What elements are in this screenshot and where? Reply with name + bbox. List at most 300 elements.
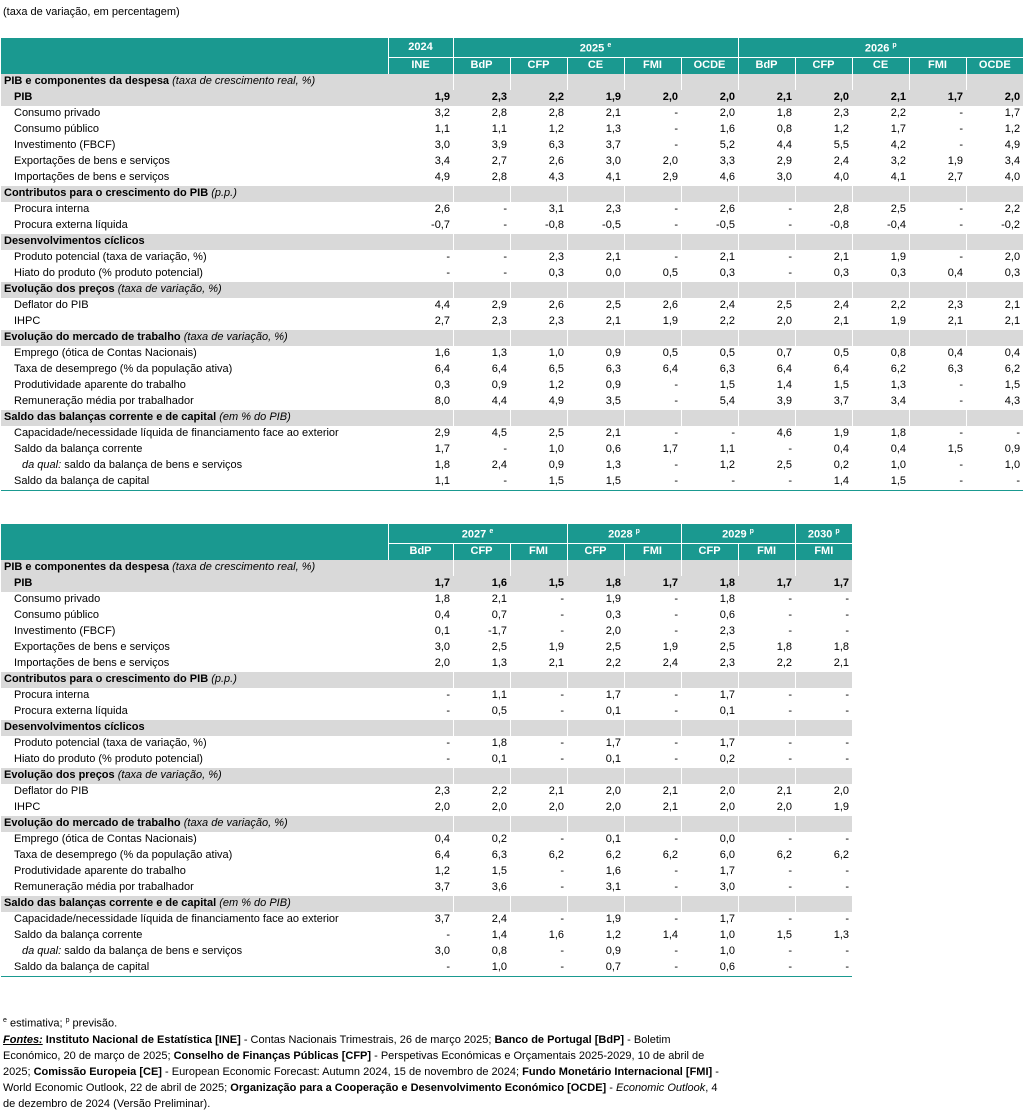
value-cell: - [674,203,678,216]
value-cell: - [624,960,681,977]
value-cell: 4,4 [491,395,507,408]
row-label: Importações de bens e serviços [14,171,170,184]
value-cell: 0,2 [719,753,736,766]
value-cell: - [738,960,795,977]
value-cell: 2,1 [662,785,679,798]
value-cell: 1,1 [719,443,736,456]
value-cell: 2,1 [548,785,565,798]
value-cell: - [788,443,793,456]
value-cell: 2,2 [1004,203,1021,216]
section-row [1,896,852,912]
section-blank-cell [388,768,453,784]
row-label: Deflator do PIB [14,785,89,798]
section-blank-cell [510,816,567,832]
value-cell: - [503,267,507,280]
section-blank-cell [510,74,567,90]
value-cell: - [959,203,964,216]
value-cell: 3,7 [434,913,450,926]
value-cell: - [845,945,850,958]
value-cell: 2,1 [1004,299,1021,312]
section-blank-cell [567,410,624,426]
section-blank-cell [795,282,852,298]
value-cell: 1,8 [434,593,450,606]
value-cell: 2,6 [434,203,450,216]
section-blank-cell [388,896,453,912]
value-cell: - [674,881,679,894]
section-blank-cell [795,896,852,912]
sources-note: Fontes: Instituto Nacional de Estatística [INE] - Contas Nacionais Trimestrais, 26 de março 2025; Banco de Portugal [BdP] - Boletim Económico, 20 de março de 2025; Conselho de Finanças Públicas [CFP] - Perspetivas Económicas e Orçamentais 2025-2029, 10 de abril de 2025; Comissão Europeia [CE] - European Economic Forecast: Autumn 2024, 15 de novembro de 2024; Fundo Monetário Internacional [FMI] - World Economic Outlook, 22 de abril de 2025; Organização para a Cooperação e Desenvolvimento Económico [OCDE] - Economic Outlook, 4 de dezembro de 2024 (Versão Preliminar). [3,1033,719,1110]
value-cell: 1,5 [776,929,793,942]
value-cell: 4,0 [833,171,850,184]
section-blank-cell [624,234,681,250]
value-cell: - [446,929,450,942]
value-cell: 4,1 [890,171,907,184]
value-cell: - [453,474,510,491]
row-label: Saldo da balança corrente [14,443,143,456]
value-cell: 1,7 [719,737,736,750]
source-header: FMI [624,543,681,560]
value-cell: 4,3 [548,171,564,184]
value-cell: - [788,833,793,846]
value-cell: 3,1 [605,881,622,894]
row-label: Procura externa líquida [14,705,128,718]
table-row [1,688,852,704]
section-blank-cell [624,720,681,736]
value-cell: 2,9 [776,155,793,168]
value-cell: 0,4 [434,609,450,622]
source-header: FMI [738,543,795,560]
table-row [1,426,1023,442]
value-cell: - [560,881,565,894]
section-blank-cell [510,672,567,688]
value-cell: 4,3 [1004,395,1021,408]
value-cell: - [674,865,679,878]
section-blank-cell [966,330,1023,346]
value-cell: 1,5 [852,474,909,491]
value-cell: 0,4 [434,833,450,846]
section-blank-cell [909,410,966,426]
table-row [1,864,852,880]
source-header: CE [852,57,909,74]
section-label: PIB e componentes da despesa (taxa de crescimento real, %) [1,560,388,576]
value-cell: -1,7 [488,625,507,638]
value-cell: - [674,139,678,152]
table-row [1,880,852,896]
value-cell: 1,9 [833,427,850,440]
table-row [1,608,852,624]
table-row [1,170,1023,186]
source-header: OCDE [966,57,1023,74]
value-cell: 8,0 [434,395,450,408]
value-cell: 3,4 [1004,155,1021,168]
value-cell: 2,1 [738,90,795,106]
section-blank-cell [795,234,852,250]
section-blank-cell [681,720,738,736]
row-label: Investimento (FBCF) [14,625,116,638]
section-blank-cell [738,720,795,736]
value-cell: 0,6 [719,609,736,622]
section-blank-cell [795,816,852,832]
value-cell: 2,2 [776,657,793,670]
value-cell: 2,4 [662,657,679,670]
value-cell: - [503,443,507,456]
value-cell: - [959,379,964,392]
value-cell: 2,5 [890,203,907,216]
section-blank-cell [624,330,681,346]
value-cell: -0,4 [887,219,907,232]
value-cell: 1,7 [890,123,907,136]
section-blank-cell [567,186,624,202]
value-cell: 1,7 [738,576,795,592]
section-blank-cell [681,816,738,832]
section-blank-cell [795,768,852,784]
value-cell: - [674,123,678,136]
section-blank-cell [795,672,852,688]
value-cell: 3,2 [434,107,450,120]
table-row [1,458,1023,474]
row-label: Investimento (FBCF) [14,139,116,152]
value-cell: 1,4 [795,474,852,491]
value-cell: 2,0 [605,801,622,814]
value-cell: 0,8 [890,347,907,360]
table-row [1,202,1023,218]
value-cell: 6,3 [719,363,736,376]
section-row [1,672,852,688]
row-label: Consumo privado [14,593,101,606]
value-cell: 2,1 [833,315,850,328]
source-header: FMI [624,57,681,74]
value-cell: 1,7 [719,689,736,702]
value-cell: - [674,107,678,120]
value-cell: 0,5 [491,705,507,718]
value-cell: 0,6 [605,443,621,456]
value-cell: 2,2 [605,657,622,670]
value-cell: 3,9 [491,139,507,152]
section-blank-cell [388,74,453,90]
value-cell: - [788,689,793,702]
value-cell: 0,7 [491,609,507,622]
value-cell: 1,3 [605,123,621,136]
value-cell: 0,9 [548,459,564,472]
legend-note: $^e$ estimativa; $^p$ previsão. [3,1017,118,1030]
value-cell: - [795,960,852,977]
section-blank-cell [567,896,624,912]
value-cell: 2,6 [719,203,736,216]
value-cell: 2,8 [833,203,850,216]
value-cell: 3,0 [719,881,736,894]
value-cell: - [503,251,507,264]
value-cell: 2,5 [605,641,622,654]
value-cell: 0,9 [491,379,507,392]
value-cell: - [560,737,565,750]
section-blank-cell [738,74,795,90]
value-cell: -0,7 [431,219,450,232]
row-label: Taxa de desemprego (% da população ativa) [14,363,233,376]
value-cell: - [674,219,678,232]
value-cell: 1,7 [388,576,453,592]
value-cell: - [845,753,850,766]
value-cell: 0,4 [890,443,907,456]
value-cell: - [446,705,450,718]
section-blank-cell [681,768,738,784]
row-label: Produtividade aparente do trabalho [14,379,186,392]
section-label: Contributos para o crescimento do PIB (p.p.) [1,672,388,688]
value-cell: - [788,593,793,606]
section-blank-cell [738,768,795,784]
section-blank-cell [738,282,795,298]
value-cell: 2,4 [833,155,850,168]
value-cell: -0,8 [830,219,850,232]
section-blank-cell [966,74,1023,90]
value-cell: 0,5 [719,347,736,360]
value-cell: 2,5 [605,299,621,312]
year-header: 2025 $^e$ [453,38,738,57]
value-cell: - [446,251,450,264]
value-cell: 3,0 [605,155,621,168]
value-cell: - [674,625,679,638]
section-blank-cell [624,560,681,576]
value-cell: - [674,609,679,622]
table-row [1,704,852,720]
value-cell: 6,2 [833,849,850,862]
value-cell: 2,1 [833,657,850,670]
section-blank-cell [852,186,909,202]
value-cell: - [674,459,678,472]
value-cell: - [388,960,453,977]
section-label: Evolução do mercado de trabalho (taxa de variação, %) [1,816,388,832]
row-label: Exportações de bens e serviços [14,641,170,654]
value-cell: 1,8 [491,737,507,750]
value-cell: 2,3 [548,251,564,264]
section-blank-cell [453,282,510,298]
value-cell: 3,1 [548,203,564,216]
section-label: Evolução dos preços (taxa de variação, %) [1,768,388,784]
section-blank-cell [567,560,624,576]
section-blank-cell [681,186,738,202]
value-cell: 0,3 [890,267,907,280]
value-cell: - [909,474,966,491]
section-blank-cell [738,896,795,912]
value-cell: 1,7 [795,576,852,592]
section-blank-cell [681,896,738,912]
row-label: Hiato do produto (% produto potencial) [14,753,203,766]
table-row [1,576,852,592]
section-blank-cell [510,720,567,736]
value-cell: 1,7 [434,443,450,456]
footnotes [3,1013,723,1112]
value-cell: 1,9 [605,913,622,926]
value-cell: 0,8 [776,123,793,136]
table-row [1,928,852,944]
table-row [1,362,1023,378]
value-cell: 2,0 [605,625,622,638]
value-cell: 2,0 [434,657,450,670]
value-cell: 2,1 [605,427,621,440]
header-blank [1,524,388,543]
value-cell: 0,1 [605,705,622,718]
value-cell: 0,3 [833,267,850,280]
value-cell: 2,0 [776,315,793,328]
value-cell: - [959,219,964,232]
value-cell: 2,3 [434,785,450,798]
source-header: FMI [795,543,852,560]
table-row [1,90,1023,106]
section-label: Desenvolvimentos cíclicos [1,234,388,250]
section-blank-cell [388,672,453,688]
value-cell: - [731,427,736,440]
value-cell: 0,1 [491,753,507,766]
section-row [1,330,1023,346]
section-blank-cell [624,282,681,298]
header-blank [1,57,388,74]
section-blank-cell [510,410,567,426]
table-row [1,298,1023,314]
row-label: da qual: saldo da balança de bens e serviços [22,945,243,958]
source-header: CE [567,57,624,74]
value-cell: 1,0 [548,443,564,456]
section-blank-cell [795,720,852,736]
value-cell: 4,5 [491,427,507,440]
source-header: CFP [681,543,738,560]
section-label: Contributos para o crescimento do PIB (p.p.) [1,186,388,202]
value-cell: - [845,737,850,750]
value-cell: 6,4 [662,363,678,376]
value-cell: 2,7 [434,315,450,328]
value-cell: - [788,753,793,766]
value-cell: 1,2 [833,123,850,136]
value-cell: 5,5 [833,139,850,152]
table-row [1,154,1023,170]
table-row [1,752,852,768]
year-header: 2028 $^p$ [567,524,681,543]
value-cell: - [966,474,1023,491]
table-row [1,122,1023,138]
source-header-row [1,57,1023,74]
value-cell: 3,0 [434,641,450,654]
section-blank-cell [681,234,738,250]
value-cell: 2,9 [491,299,507,312]
value-cell: 5,4 [719,395,736,408]
section-blank-cell [795,560,852,576]
row-label: Produto potencial (taxa de variação, %) [14,737,207,750]
value-cell: - [674,753,679,766]
section-blank-cell [795,186,852,202]
value-cell: 1,0 [719,929,736,942]
value-cell: 1,8 [719,593,736,606]
value-cell: 2,5 [776,459,793,472]
value-cell: 0,5 [662,267,678,280]
section-blank-cell [453,234,510,250]
value-cell: 6,4 [434,363,450,376]
value-cell: 1,1 [434,123,450,136]
section-blank-cell [624,672,681,688]
section-blank-cell [388,234,453,250]
value-cell: - [674,395,678,408]
value-cell: 1,3 [491,657,507,670]
value-cell: - [674,251,678,264]
value-cell: 2,0 [795,90,852,106]
year-header: 2030 $^p$ [795,524,852,543]
page-subtitle: (taxa de variação, em percentagem) [3,6,180,18]
value-cell: 1,9 [662,641,679,654]
row-label: Emprego (ótica de Contas Nacionais) [14,347,197,360]
section-blank-cell [567,282,624,298]
value-cell: 2,0 [491,801,507,814]
table-row [1,218,1023,234]
table-row [1,960,852,977]
value-cell: 1,6 [719,123,736,136]
value-cell: - [560,593,565,606]
value-cell: 1,6 [605,865,622,878]
table-row [1,346,1023,362]
value-cell: 0,9 [605,945,622,958]
section-blank-cell [567,74,624,90]
value-cell: 1,8 [890,427,907,440]
value-cell: 2,1 [491,593,507,606]
section-blank-cell [388,410,453,426]
value-cell: 0,1 [605,833,622,846]
section-label: PIB e componentes da despesa (taxa de crescimento real, %) [1,74,388,90]
value-cell: - [959,459,964,472]
section-row [1,410,1023,426]
value-cell: 2,5 [776,299,793,312]
value-cell: 2,4 [833,299,850,312]
value-cell: - [845,705,850,718]
section-blank-cell [795,74,852,90]
row-label: Consumo público [14,609,99,622]
value-cell: 2,7 [947,171,964,184]
value-cell: 6,3 [947,363,964,376]
value-cell: 2,2 [719,315,736,328]
value-cell: 0,0 [719,833,736,846]
section-blank-cell [453,330,510,346]
value-cell: 2,0 [624,90,681,106]
value-cell: 1,0 [548,347,564,360]
table-row [1,592,852,608]
value-cell: - [788,203,793,216]
value-cell: 1,4 [776,379,793,392]
value-cell: 1,4 [491,929,507,942]
section-row [1,560,852,576]
section-blank-cell [624,186,681,202]
value-cell: 2,3 [719,625,736,638]
value-cell: 3,4 [890,395,907,408]
section-blank-cell [510,560,567,576]
section-blank-cell [624,816,681,832]
section-blank-cell [738,560,795,576]
value-cell: 6,2 [1004,363,1021,376]
section-row [1,816,852,832]
value-cell: - [560,833,565,846]
value-cell: 1,7 [1004,107,1021,120]
section-label: Saldo das balanças corrente e de capital (em % do PIB) [1,896,388,912]
value-cell: 3,0 [434,139,450,152]
section-blank-cell [795,410,852,426]
row-label: Saldo da balança corrente [14,929,143,942]
source-header: BdP [738,57,795,74]
value-cell: 1,9 [890,251,907,264]
section-row [1,234,1023,250]
row-label: Saldo da balança de capital [1,960,388,977]
value-cell: 1,5 [1004,379,1021,392]
value-cell: - [845,881,850,894]
value-cell: 4,0 [1004,171,1021,184]
table-row [1,442,1023,458]
table-row [1,656,852,672]
table-row [1,736,852,752]
value-cell: 0,7 [567,960,624,977]
forecast-table-2024-2026 [1,38,1023,491]
